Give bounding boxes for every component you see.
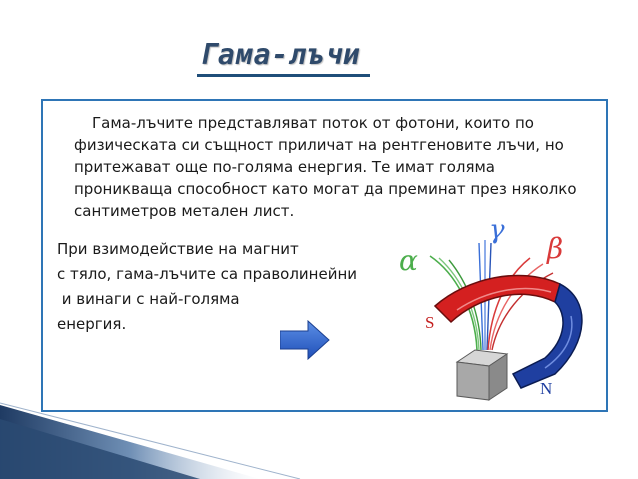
body-line: При взимодействие на магнит [57,240,299,258]
bottom-left-decoration [0,399,638,479]
magnet-north-pole [513,284,582,388]
south-pole-label: S [425,313,435,332]
right-arrow-icon [280,320,330,360]
intro-paragraph [74,112,594,222]
north-pole-label: N [540,379,553,398]
radiation-source-box-icon [457,350,507,400]
radiation-magnet-diagram [395,218,590,404]
body-line: енергия. [57,315,127,333]
title-underline [197,74,370,77]
body-line: с тяло, гама-лъчите са праволинейни [57,265,358,283]
body-paragraph [57,237,397,337]
magnet-south-pole [435,275,560,322]
body-line: и винаги с най-голяма [57,290,240,308]
beta-ray [488,258,530,350]
alpha-label: α [399,244,418,277]
beta-label: β [547,232,564,265]
gamma-label: γ [489,218,505,245]
intro-text: Гама-лъчите представляват поток от фотони, които по физическата си същност приличат на рентгеновите лъчи, но притежават още по-голяма енергия. Те имат голяма проникваща способност като могат да преминат през няколко сантиметров метален лист. [74,114,577,220]
slide-title: Гама-лъчи [200,38,361,71]
